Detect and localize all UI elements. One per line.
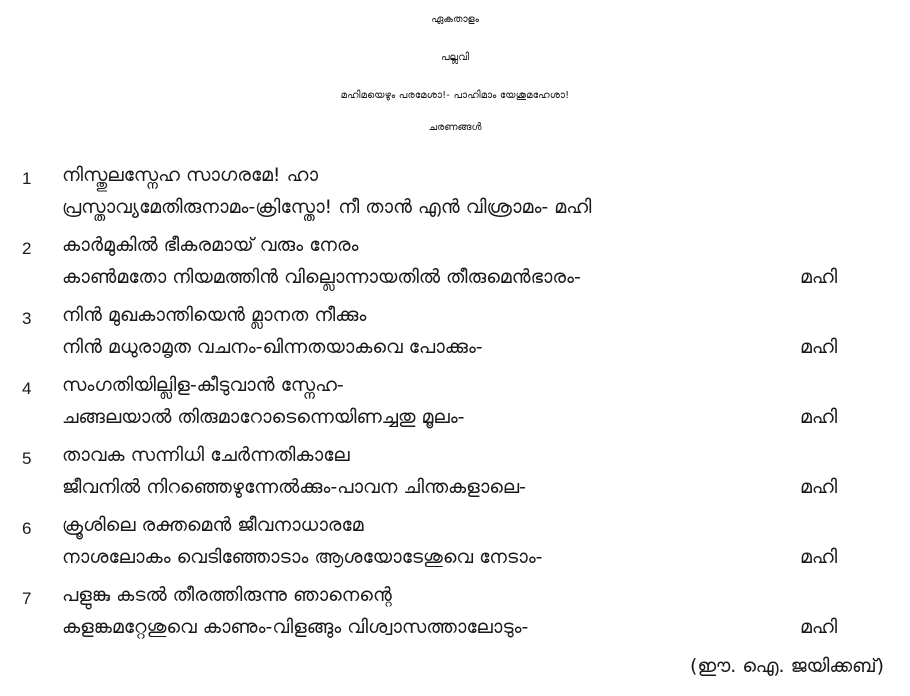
stanza-line-2: ചങ്ങലയാൽ തിരുമാറോടെന്നെയിണച്ചതു മൂലം-	[62, 406, 465, 428]
stanza-6	[0, 514, 910, 578]
pallavi-text: മഹിമയെഴും പരമേശാ!- പാഹിമാം യേശുമഹേശാ!	[340, 90, 570, 101]
stanza-line-1: നിൻ മുഖകാന്തിയെൻ മ്ലാനത നീക്കും	[62, 304, 367, 326]
stanza-refrain: മഹി	[800, 616, 838, 638]
stanza-number: 1	[22, 169, 32, 188]
stanza-line-1: ക്രൂശിലെ രക്തമെൻ ജീവനാധാരമേ	[62, 514, 364, 536]
stanza-line-2: കളങ്കമറ്റേശുവെ കാണും-വിളങ്ങും വിശ്വാസത്താലോടും-	[62, 616, 529, 638]
stanza-number: 6	[22, 519, 32, 538]
stanza-line-1: താവക സന്നിധി ചേർന്നതികാലേ	[62, 444, 350, 466]
stanza-1	[0, 164, 910, 228]
stanza-number: 4	[22, 379, 32, 398]
stanza-number: 7	[22, 589, 32, 608]
stanza-line-2: കാൺമതോ നിയമത്തിൻ വില്ലൊന്നായതിൽ തീരുമെൻഭാരം-	[62, 266, 581, 288]
stanza-number: 5	[22, 449, 32, 468]
stanza-4	[0, 374, 910, 438]
stanza-refrain: മഹി	[800, 406, 838, 428]
tala-heading: ഏകതാളം	[431, 14, 479, 25]
stanza-line-1: സംഗതിയില്ലിള-കീടുവാൻ സ്നേഹ-	[62, 374, 344, 396]
stanza-line-2: നാശലോകം വെടിഞ്ഞോടാം ആശയോടേശുവെ നേടാം-	[62, 546, 543, 568]
stanza-7	[0, 584, 910, 648]
stanza-line-2: പ്രസ്താവ്യമേതിരുനാമം-ക്രിസ്തോ! നീ താൻ എൻ വിശ്രാമം- മഹി	[62, 196, 592, 218]
stanza-number: 2	[22, 239, 32, 258]
stanza-line-2: ജീവനിൽ നിറഞ്ഞെഴുന്നേൽക്കും-പാവന ചിന്തകളാലെ-	[62, 476, 526, 498]
stanza-refrain: മഹി	[800, 476, 838, 498]
stanza-5	[0, 444, 910, 508]
stanza-line-1: പളുങ്കു കടൽ തീരത്തിരുന്നു ഞാനെന്റെ	[62, 584, 392, 606]
stanza-refrain: മഹി	[800, 336, 838, 358]
author-credit: (ഈ. ഐ. ജയിക്കബ്)	[690, 655, 884, 677]
charanam-title: ചരണങ്ങൾ	[428, 122, 482, 133]
pallavi-title: പല്ലവി	[440, 52, 470, 63]
stanza-refrain: മഹി	[800, 266, 838, 288]
stanza-line-1: നിസ്തുലസ്നേഹ സാഗരമേ! ഹാ	[62, 164, 318, 186]
stanza-line-1: കാർമുകിൽ ഭീകരമായ് വരും നേരം	[62, 234, 359, 256]
stanza-refrain: മഹി	[800, 546, 838, 568]
stanza-number: 3	[22, 309, 32, 328]
stanza-line-2: നിൻ മധുരാമൃത വചനം-ഖിന്നതയാകവെ പോക്കും-	[62, 336, 483, 358]
stanza-3	[0, 304, 910, 368]
stanza-2	[0, 234, 910, 298]
